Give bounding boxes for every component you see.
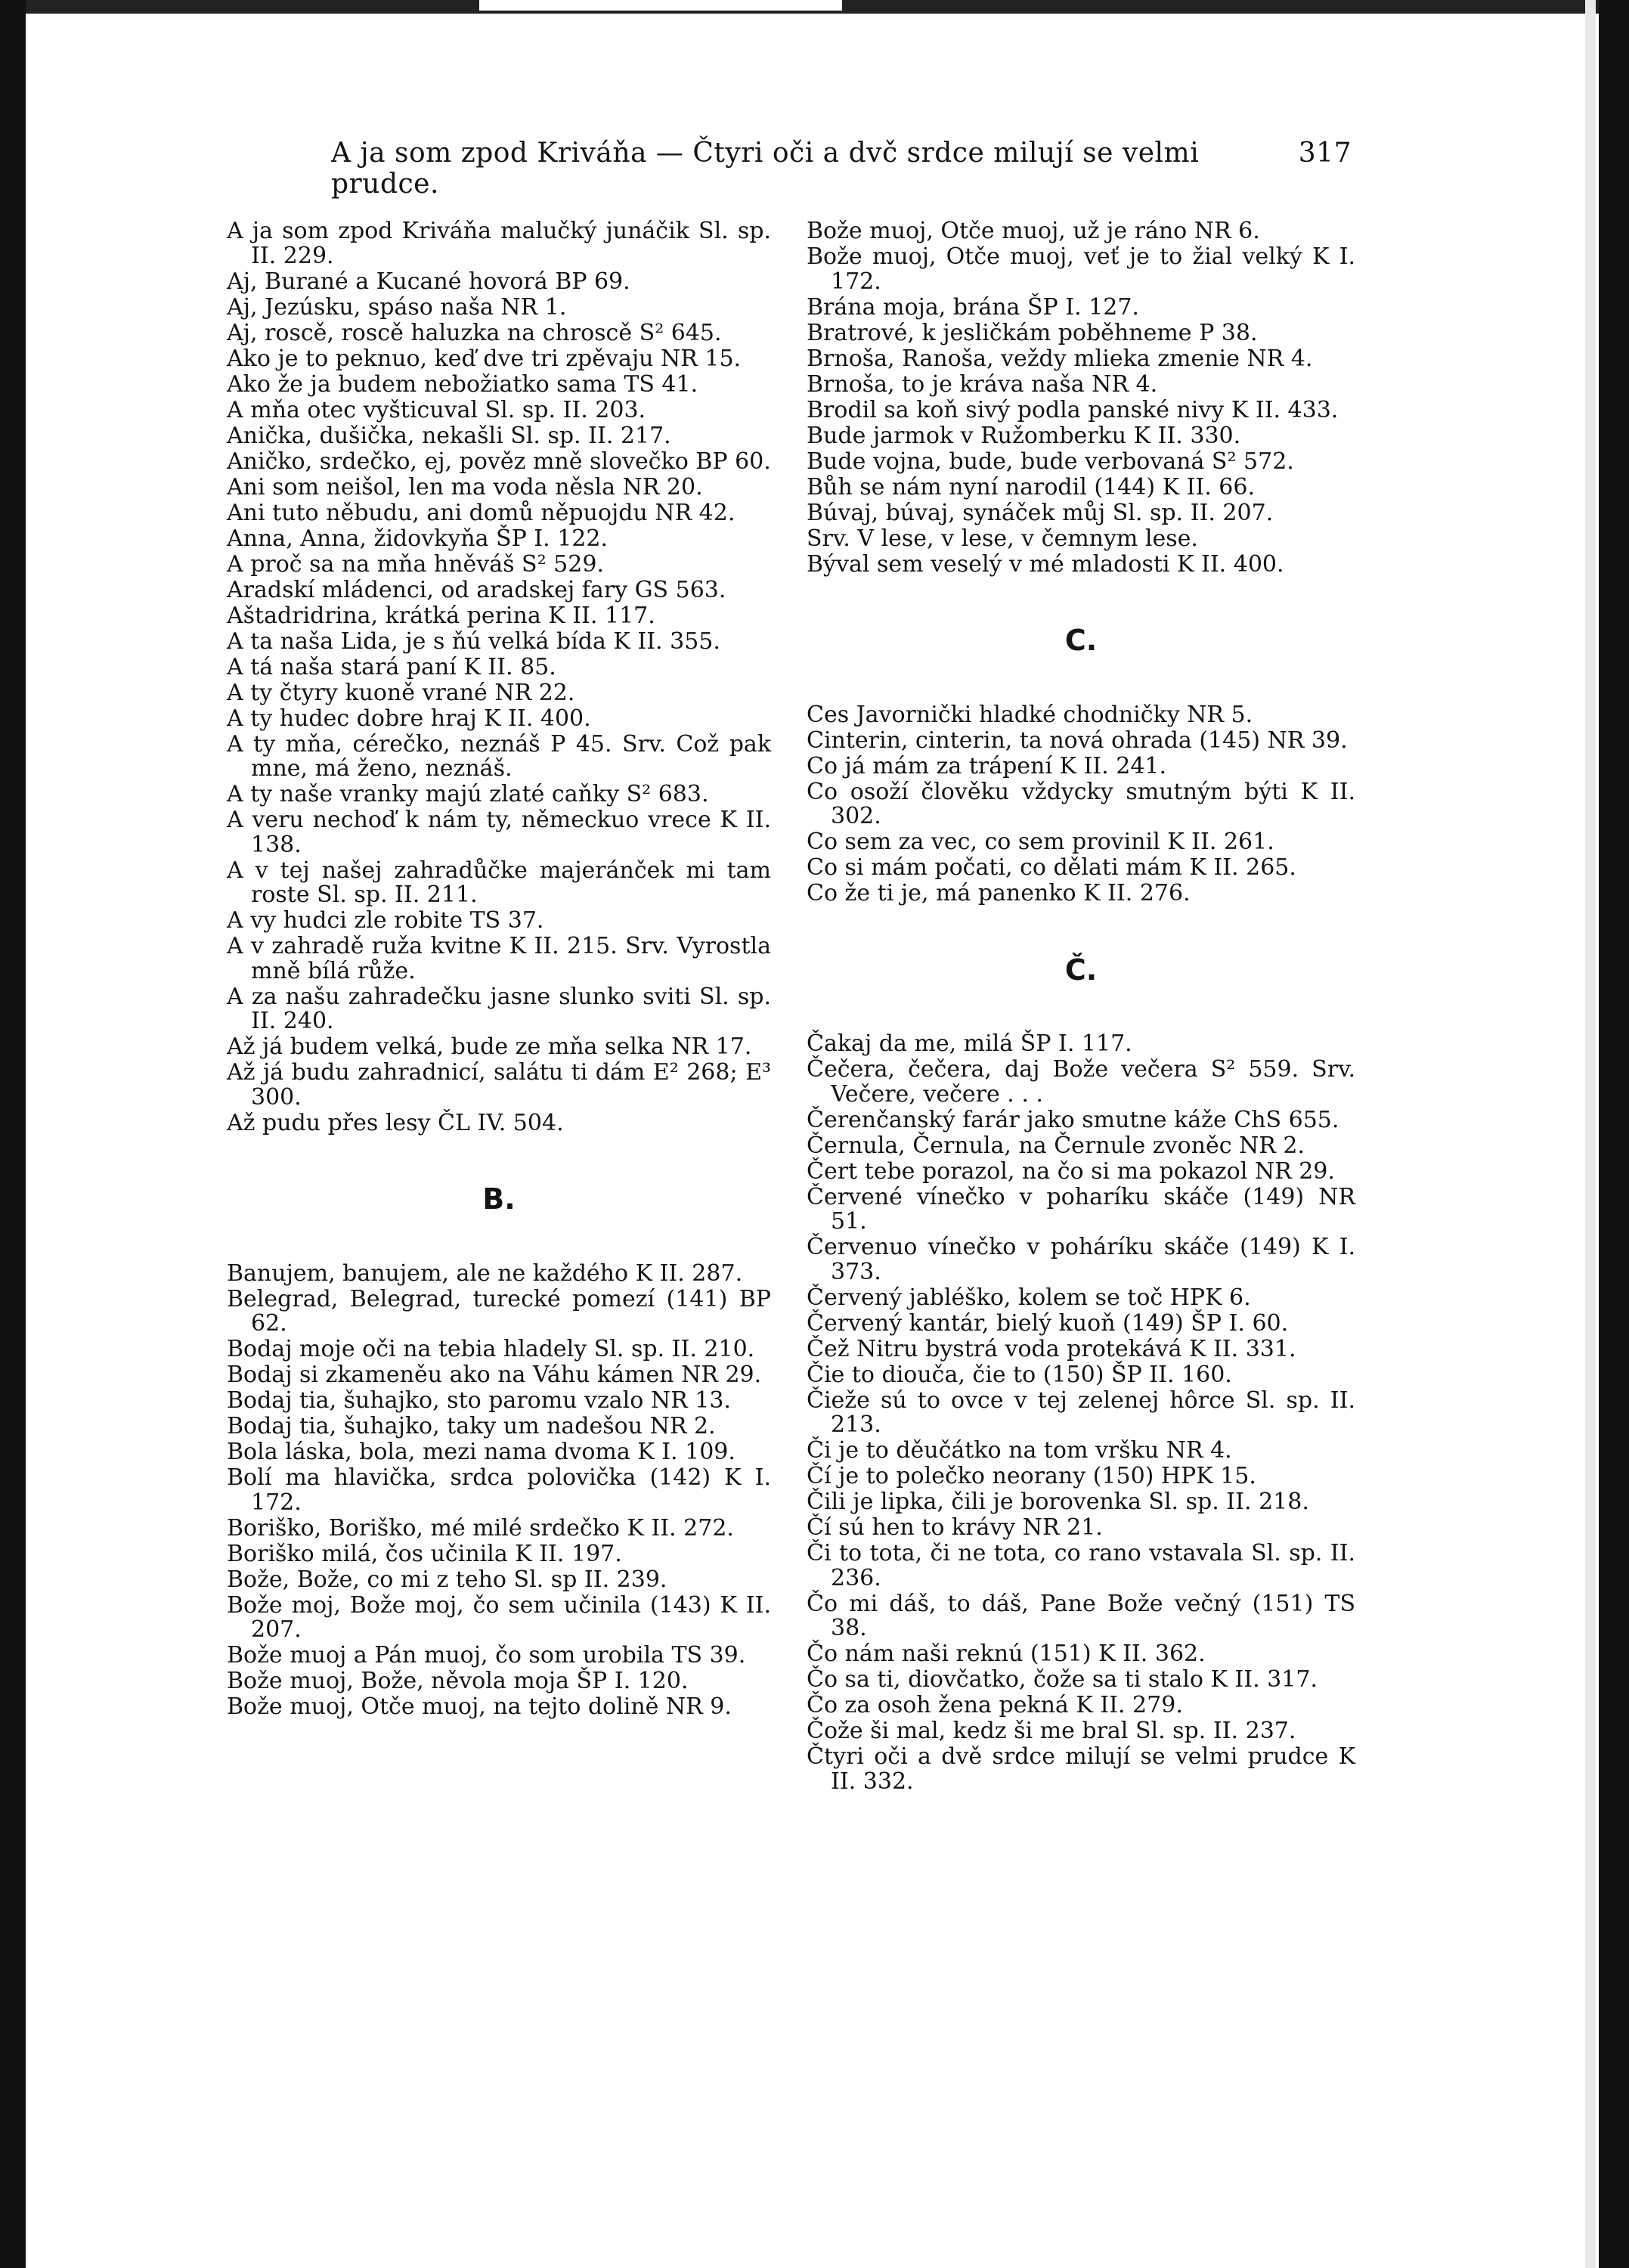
index-entry: Bodaj tia, šuhajko, taky um nadešou NR 2. xyxy=(227,1413,716,1439)
index-entry: Čečera, čečera, daj Bože večera S² 559. Srv. Večere, večere . . . xyxy=(807,1056,1355,1108)
index-entry: Co že ti je, má panenko K II. 276. xyxy=(807,880,1191,906)
index-entry: Co osoží člověku vždycky smutným býti K II. 302. xyxy=(807,778,1355,829)
scan-border-top xyxy=(26,0,1599,14)
index-entry: Čtyri oči a dvě srdce milují se velmi prudce K II. 332. xyxy=(807,1743,1355,1795)
index-entry: Bože muoj, Bože, něvola moja ŠP I. 120. xyxy=(227,1668,689,1694)
header-title: A ja som zpod Kriváňa — Čtyri oči a dvč srdce milují se velmi prudce. xyxy=(331,138,1200,200)
index-entry: Aj, Jezúsku, spáso naša NR 1. xyxy=(227,293,567,321)
index-group-b xyxy=(227,1259,771,1720)
index-entry: Bože moj, Bože moj, čo sem učinila (143) K II. 207. xyxy=(227,1591,771,1643)
index-entry: Až já budu zahradnicí, salátu ti dám E² 268; E³ 300. xyxy=(227,1059,771,1111)
index-entry: Aj, Burané a Kucané hovorá BP 69. xyxy=(227,268,630,295)
scan-border-right xyxy=(1599,0,1629,2268)
index-entry: Býval sem veselý v mé mladosti K II. 400. xyxy=(807,550,1284,578)
index-entry: Čie to diouča, čie to (150) ŠP II. 160. xyxy=(807,1361,1232,1388)
index-entry: Ani som neišol, len ma voda něsla NR 20. xyxy=(227,473,703,500)
index-entry: Bude jarmok v Ružomberku K II. 330. xyxy=(807,422,1241,449)
index-entry: A ta naša Lida, je s ňú velká bída K II. 355. xyxy=(227,627,720,655)
index-entry: A ty mňa, cérečko, neznáš P 45. Srv. Což pak mne, má ženo, neznáš. xyxy=(227,730,771,782)
section-heading-c-caron: Č. xyxy=(1064,953,1098,987)
index-entry: Čerenčanský farár jako smutne káže ChS 655. xyxy=(807,1106,1339,1133)
index-entry: Co si mám počati, co dělati mám K II. 265. xyxy=(807,854,1296,881)
index-entry: Bodaj moje oči na tebia hladely Sl. sp. II. 210. xyxy=(227,1336,755,1362)
index-entry: Boriško, Boriško, mé milé srdečko K II. 272. xyxy=(227,1514,734,1541)
index-entry: Búvaj, búvaj, synáček můj Sl. sp. II. 207. xyxy=(807,499,1274,526)
index-entry: Anna, Anna, židovkyňa ŠP I. 122. xyxy=(227,525,609,552)
right-column xyxy=(807,219,1355,1796)
index-entry: Aštadridrina, krátká perina K II. 117. xyxy=(227,602,655,629)
index-entry: Brána moja, brána ŠP I. 127. xyxy=(807,293,1139,321)
index-entry: A ty hudec dobre hraj K II. 400. xyxy=(227,705,591,732)
index-entry: A mňa otec vyšticuval Sl. sp. II. 203. xyxy=(227,396,646,423)
index-entry: Brnoša, Ranoša, veždy mlieka zmenie NR 4. xyxy=(807,345,1313,372)
index-entry: Aradskí mládenci, od aradskej fary GS 563. xyxy=(227,576,726,603)
index-entry: Brnoša, to je kráva naša NR 4. xyxy=(807,370,1158,398)
index-entry: Čo za osoh žena pekná K II. 279. xyxy=(807,1692,1183,1718)
index-entry: Až já budem velká, bude ze mňa selka NR 17. xyxy=(227,1033,752,1060)
index-entry: Brodil sa koň sivý podla panské nivy K II. 433. xyxy=(807,396,1339,423)
section-heading-c: C. xyxy=(1064,624,1098,657)
index-entry: Červenuo vínečko v poháríku skáče (149) K I. 373. xyxy=(807,1234,1355,1285)
running-header xyxy=(331,138,1352,200)
index-entry: A tá naša stará paní K II. 85. xyxy=(227,653,556,680)
index-group-c-caron xyxy=(807,1032,1355,1794)
index-entry: Bože muoj, Otče muoj, na tejto dolině NR 9. xyxy=(227,1693,732,1720)
index-entry: Belegrad, Belegrad, turecké pomezí (141) BP 62. xyxy=(227,1285,771,1337)
index-entry: Bratrové, k jesličkám poběhneme P 38. xyxy=(807,319,1258,346)
index-entry: Čože ši mal, kedz ši me bral Sl. sp. II. 237. xyxy=(807,1718,1296,1744)
index-entry: Bůh se nám nyní narodil (144) K II. 66. xyxy=(807,473,1255,500)
index-entry: Anička, dušička, nekašli Sl. sp. II. 217. xyxy=(227,422,671,449)
index-entry: Čieže sú to ovce v tej zelenej hôrce Sl. sp. II. 213. xyxy=(807,1387,1355,1438)
left-column xyxy=(227,219,771,1721)
index-entry: Srv. V lese, v lese, v čemnym lese. xyxy=(807,525,1198,552)
index-entry: A proč sa na mňa hněváš S² 529. xyxy=(227,550,604,578)
index-entry: Banujem, banujem, ale ne každého K II. 287. xyxy=(227,1259,743,1287)
index-entry: A v tej našej zahradůčke majeránček mi tam roste Sl. sp. II. 211. xyxy=(227,857,771,908)
page-number: 317 xyxy=(1298,138,1352,169)
index-entry: Bodaj si zkameněu ako na Váhu kámen NR 29. xyxy=(227,1362,762,1388)
index-entry: Červené vínečko v poharíku skáče (149) NR 51. xyxy=(807,1183,1355,1235)
index-entry: A ty naše vranky majú zlaté caňky S² 683. xyxy=(227,781,709,807)
index-entry: Červený jabléško, kolem se toč HPK 6. xyxy=(807,1284,1251,1311)
index-entry: A za našu zahradečku jasne slunko sviti Sl. sp. II. 240. xyxy=(227,983,771,1034)
index-entry: Bolí ma hlavička, srdca polovička (142) K I. 172. xyxy=(227,1464,771,1516)
index-entry: Co já mám za trápení K II. 241. xyxy=(807,752,1167,779)
index-entry: Aj, roscě, roscě haluzka na chroscě S² 645. xyxy=(227,319,722,346)
index-entry: A veru nechoď k nám ty, německuo vrece K II. 138. xyxy=(227,807,771,858)
index-entry: Bože muoj, Otče muoj, už je ráno NR 6. xyxy=(807,218,1260,244)
index-entry: Čí sú hen to krávy NR 21. xyxy=(807,1514,1103,1541)
index-entry: A v zahradě ruža kvitne K II. 215. Srv. Vyrostla mně bílá růže. xyxy=(227,933,771,984)
index-entry: Bože muoj a Pán muoj, čo som urobila TS 39. xyxy=(227,1642,746,1668)
index-entry: Červený kantár, bielý kuoň (149) ŠP I. 60. xyxy=(807,1309,1289,1337)
index-entry: Bodaj tia, šuhajko, sto paromu vzalo NR 13. xyxy=(227,1387,731,1414)
index-entry: A vy hudci zle robite TS 37. xyxy=(227,907,544,934)
index-entry: Čili je lipka, čili je borovenka Sl. sp. II. 218. xyxy=(807,1489,1309,1515)
index-entry: Co sem za vec, co sem provinil K II. 261. xyxy=(807,829,1274,855)
index-entry: Až pudu přes lesy ČL IV. 504. xyxy=(227,1109,564,1136)
scan-border-left xyxy=(0,0,26,2268)
index-entry: Černula, Černula, na Černule zvoněc NR 2. xyxy=(807,1132,1305,1159)
index-entry: Ces Javornički hladké chodničky NR 5. xyxy=(807,701,1253,728)
index-group-b-continued xyxy=(807,219,1355,577)
index-entry: Či je to děučátko na tom vršku NR 4. xyxy=(807,1437,1232,1464)
index-entry: Čo sa ti, diovčatko, čože sa ti stalo K II. 317. xyxy=(807,1666,1318,1693)
index-entry: Ako že ja budem nebožiatko sama TS 41. xyxy=(227,370,698,398)
index-entry: Čo mi dáš, to dáš, Pane Bože večný (151) TS 38. xyxy=(807,1590,1355,1641)
index-entry: A ty čtyry kuoně vrané NR 22. xyxy=(227,679,575,706)
index-group-c xyxy=(807,703,1355,906)
index-entry: Bude vojna, bude, bude verbovaná S² 572. xyxy=(807,448,1294,475)
index-entry: Čert tebe porazol, na čo si ma pokazol NR 29. xyxy=(807,1157,1335,1185)
index-entry: Čakaj da me, milá ŠP I. 117. xyxy=(807,1030,1132,1057)
index-entry: Bože muoj, Otče muoj, veť je to žial velký K I. 172. xyxy=(807,243,1355,295)
index-entry: Čí je to polečko neorany (150) HPK 15. xyxy=(807,1463,1256,1489)
index-entry: Aničko, srdečko, ej, pověz mně slovečko BP 60. xyxy=(227,448,771,475)
index-entry: Boriško milá, čos učinila K II. 197. xyxy=(227,1540,622,1567)
scan-border-top-gap xyxy=(479,0,842,11)
index-entry: A ja som zpod Kriváňa malučký junáčik Sl. sp. II. 229. xyxy=(227,218,771,269)
index-group-a xyxy=(227,219,771,1136)
index-entry: Cinterin, cinterin, ta nová ohrada (145) NR 39. xyxy=(807,727,1348,754)
section-heading-b: B. xyxy=(482,1182,516,1216)
index-entry: Čež Nitru bystrá voda protekává K II. 331. xyxy=(807,1335,1296,1362)
index-entry: Ako je to peknuo, keď dve tri zpěvaju NR 15. xyxy=(227,345,742,372)
index-entry: Bola láska, bola, mezi nama dvoma K I. 109. xyxy=(227,1439,736,1465)
index-entry: Čo nám naši reknú (151) K II. 362. xyxy=(807,1641,1206,1667)
index-entry: Či to tota, či ne tota, co rano vstavala Sl. sp. II. 236. xyxy=(807,1540,1355,1591)
index-entry: Bože, Bože, co mi z teho Sl. sp II. 239. xyxy=(227,1566,667,1593)
index-entry: Ani tuto něbudu, ani domů něpuojdu NR 42. xyxy=(227,499,736,526)
